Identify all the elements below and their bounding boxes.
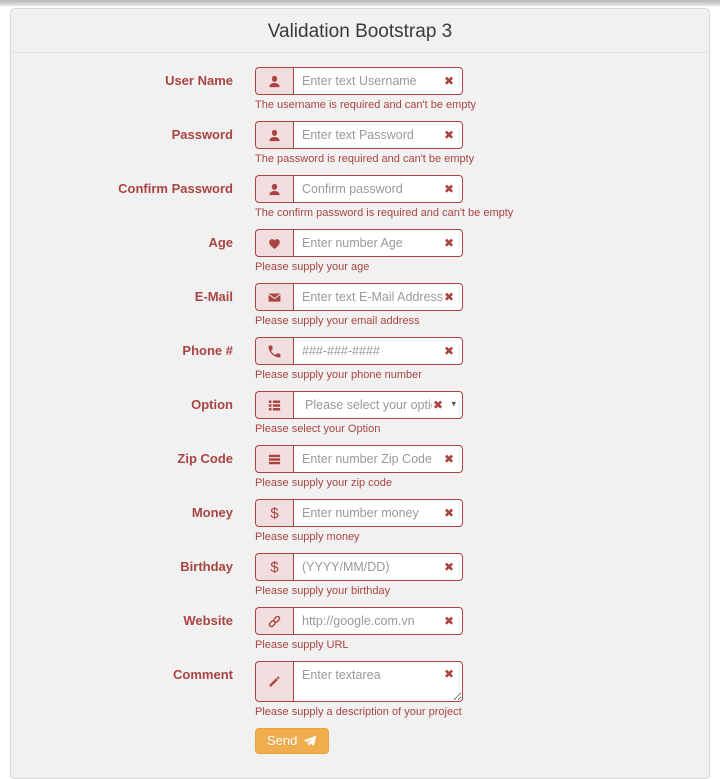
- confirm-password-input[interactable]: [293, 175, 463, 203]
- phone-icon: [255, 337, 293, 365]
- title-divider: [12, 52, 708, 53]
- remove-icon: ✖: [443, 452, 454, 466]
- input-group: [255, 229, 463, 257]
- remove-icon: ✖: [443, 560, 454, 574]
- field-row-username: [11, 67, 709, 112]
- password-input[interactable]: [293, 121, 463, 149]
- remove-icon: ✖: [443, 506, 454, 520]
- help-text-option: Please select your Option: [255, 423, 381, 435]
- field-label-age: Age: [208, 235, 233, 250]
- zipcode-input[interactable]: [293, 445, 463, 473]
- input-group: [255, 283, 463, 311]
- input-group: [255, 445, 463, 473]
- user-icon: [255, 67, 293, 95]
- remove-icon: ✖: [443, 128, 454, 142]
- usd-icon: $: [255, 499, 293, 527]
- help-text-age: Please supply your age: [255, 261, 370, 273]
- help-text-money: Please supply money: [255, 531, 360, 543]
- usd-icon: $: [255, 553, 293, 581]
- remove-icon: ✖: [443, 667, 454, 681]
- link-icon: [255, 607, 293, 635]
- send-button-label: Send: [267, 733, 298, 748]
- heart-icon: [255, 229, 293, 257]
- input-group: [255, 391, 463, 419]
- phone-input[interactable]: [293, 337, 463, 365]
- help-text-birthday: Please supply your birthday: [255, 585, 391, 597]
- envelope-icon: [255, 283, 293, 311]
- caret-down-icon: ▾: [451, 399, 456, 410]
- remove-icon: ✖: [443, 344, 454, 358]
- money-input[interactable]: [293, 499, 463, 527]
- help-text-phone: Please supply your phone number: [255, 369, 422, 381]
- th-list-icon: [255, 445, 293, 473]
- help-text-confirm-password: The confirm password is required and can't be empty: [255, 207, 514, 219]
- field-row-email: [11, 283, 709, 328]
- window-top-edge: [0, 0, 720, 6]
- field-label-comment: Comment: [173, 667, 233, 682]
- remove-icon: ✖: [443, 614, 454, 628]
- remove-icon: ✖: [432, 398, 443, 412]
- comment-textarea[interactable]: [293, 661, 463, 702]
- field-row-website: [11, 607, 709, 652]
- user-icon: [255, 121, 293, 149]
- field-label-birthday: Birthday: [180, 559, 233, 574]
- help-text-zipcode: Please supply your zip code: [255, 477, 392, 489]
- input-group: [255, 499, 463, 527]
- help-text-comment: Please supply a description of your project: [255, 706, 462, 718]
- input-group: [255, 553, 463, 581]
- field-row-age: [11, 229, 709, 274]
- page-title: Validation Bootstrap 3: [267, 21, 453, 42]
- form-panel: [10, 8, 710, 779]
- send-icon: [303, 734, 317, 748]
- pencil-icon: [255, 661, 293, 702]
- email-input[interactable]: [293, 283, 463, 311]
- field-label-money: Money: [191, 505, 233, 520]
- input-group: [255, 175, 463, 203]
- field-row-confirm-password: [11, 175, 709, 220]
- field-label-phone: Phone #: [182, 343, 233, 358]
- field-label-username: User Name: [165, 73, 233, 88]
- option-select[interactable]: [293, 391, 463, 419]
- field-row-birthday: [11, 553, 709, 598]
- help-text-password: The password is required and can't be empty: [255, 153, 475, 165]
- field-label-website: Website: [183, 613, 233, 628]
- birthday-input[interactable]: [293, 553, 463, 581]
- input-group: [255, 121, 463, 149]
- input-group: [255, 67, 463, 95]
- remove-icon: ✖: [443, 74, 454, 88]
- help-text-username: The username is required and can't be empty: [255, 99, 476, 111]
- field-label-email: E-Mail: [194, 289, 233, 304]
- send-button[interactable]: [255, 728, 329, 754]
- remove-icon: ✖: [443, 236, 454, 250]
- help-text-email: Please supply your email address: [255, 315, 420, 327]
- age-input[interactable]: [293, 229, 463, 257]
- field-label-password: Password: [171, 127, 233, 142]
- help-text-website: Please supply URL: [255, 639, 349, 651]
- field-row-comment: [11, 661, 709, 719]
- input-group: [255, 607, 463, 635]
- input-group: [255, 661, 463, 702]
- remove-icon: ✖: [443, 182, 454, 196]
- website-input[interactable]: [293, 607, 463, 635]
- field-label-confirm-password: Confirm Password: [118, 181, 233, 196]
- field-row-zipcode: [11, 445, 709, 490]
- list-icon: [255, 391, 293, 419]
- field-row-password: [11, 121, 709, 166]
- username-input[interactable]: [293, 67, 463, 95]
- field-row-money: [11, 499, 709, 544]
- user-icon: [255, 175, 293, 203]
- input-group: [255, 337, 463, 365]
- field-label-option: Option: [191, 397, 233, 412]
- field-label-zipcode: Zip Code: [177, 451, 233, 466]
- remove-icon: ✖: [443, 290, 454, 304]
- validation-form: [11, 67, 709, 754]
- field-row-option: [11, 391, 709, 436]
- field-row-phone: [11, 337, 709, 382]
- submit-row: [255, 728, 709, 754]
